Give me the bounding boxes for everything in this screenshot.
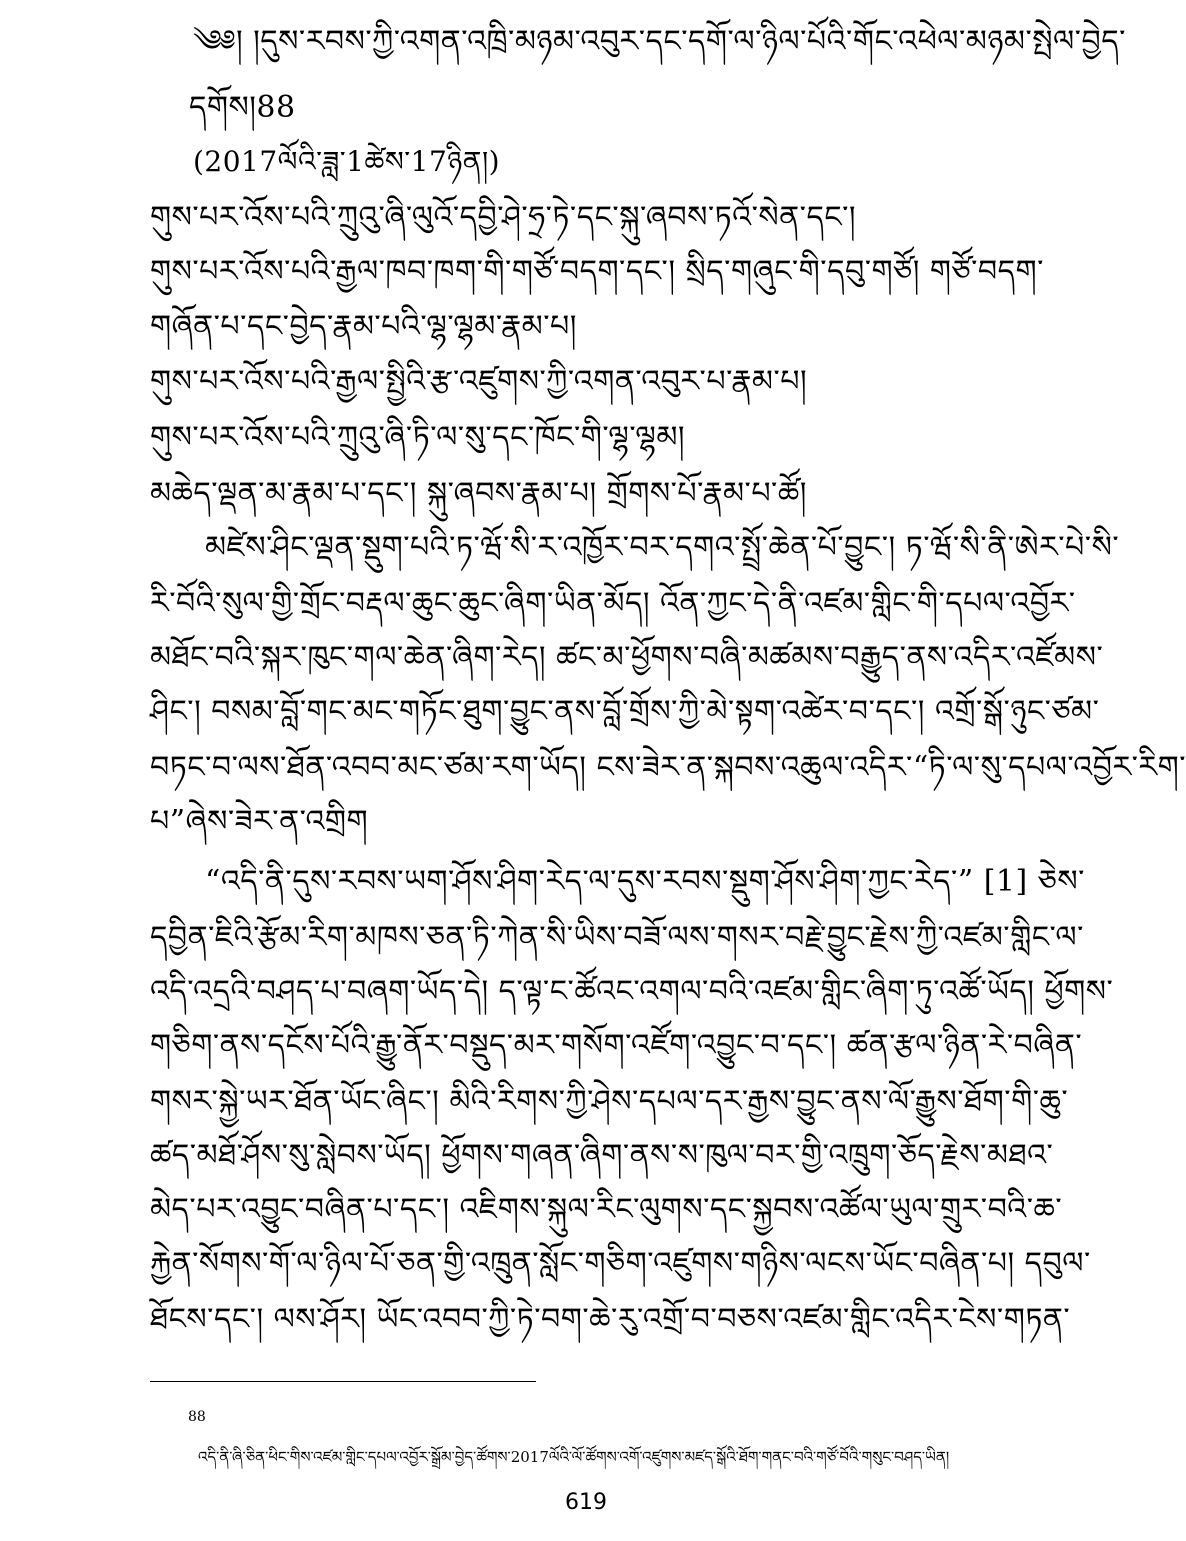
salutation-line: གཞོན་པ་དང་བྱེད་རྣམ་པའི་ལྷ་ལྷམ་རྣམ་པ། bbox=[150, 309, 577, 344]
paragraph-line: དབྱིན་ཇིའི་རྩོམ་རིག་མཁས་ཅན་ཏི་ཀེན་སི་ཡིས་བཟོ་ལས་གསར་བརྗེ་བྱུང་རྗེས་ཀྱི་འཛམ་གླིང་ལ་ bbox=[150, 920, 1084, 955]
page-number: 619 bbox=[565, 1490, 607, 1515]
paragraph-line: གསར་སྐྱེ་ཡར་ཐོན་ཡོང་ཞིང་། མིའི་རིགས་ཀྱི་ཤེས་དཔལ་དར་རྒྱས་བྱུང་ནས་ལོ་རྒྱུས་ཐོག་གི་ཆུ་ bbox=[150, 1084, 1069, 1119]
paragraph-line: རི་བོའི་སུལ་གྱི་གྲོང་བརྡལ་ཆུང་ཆུང་ཞིག་ཡིན་མོད། འོན་ཀྱང་དེ་ནི་འཛམ་གླིང་གི་དཔལ་འབྱོར་ bbox=[150, 586, 1076, 621]
footnote-text: འདི་ནི་ཞི་ཅིན་ཕིང་གིས་འཛམ་གླིང་དཔལ་འབྱོར་སྒྲོམ་བྱེད་ཚོགས་2017ལོའི་ལོ་ཚོགས་འགོ་འཛུགས་མཛད་སྒོའི་ཐོག་གནང་བའི་གཙོ་བོའི་གསུང་བཤད་ཡིན། bbox=[198, 1448, 950, 1466]
paragraph-line: བཏང་བ་ལས་ཐོན་འབབ་མང་ཙམ་རག་ཡོད། ངས་ཟེར་ན་སྐབས་འཆུལ་འདིར་“ཏི་ལ་སུ་དཔལ་འབྱོར་རིག་ bbox=[150, 750, 1186, 785]
paragraph-line: མེད་པར་འབྱུང་བཞིན་པ་དང་། འཇིགས་སྐུལ་རིང་ལུགས་དང་སྐྱབས་འཚོལ་ཡུལ་གྲུར་བའི་ཆ་ bbox=[150, 1192, 1063, 1227]
paragraph-line: པ”ཞེས་ཟེར་ན་འགྲིག bbox=[150, 804, 369, 839]
paragraph-line: མཛེས་ཤིང་ལྡན་སྡུག་པའི་ཏ་ཝོ་སི་ར་འཁྱོར་བར་དགའ་སྤྲོ་ཆེན་པོ་བྱུང་། ཏ་ཝོ་སི་ནི་ཨེར་པེ་སི་ bbox=[205, 530, 1120, 565]
paragraph-line: རྐྱེན་སོགས་གོ་ལ་ཉིལ་པོ་ཅན་གྱི་འཁྲུན་སློང་གཅིག་འཛུགས་གཉིས་ལངས་ཡོང་བཞིན་པ། དབུལ་ bbox=[150, 1246, 1091, 1281]
salutation-line: གུས་པར་འོས་པའི་རྒྱལ་སྤྱིའི་རྩ་འཛུགས་ཀྱི་འགན་འབུར་པ་རྣམ་པ། bbox=[150, 364, 808, 399]
header-line: ༄༅། །དུས་རབས་ཀྱི་འགན་འཁྲི་མཉམ་འབུར་དང་དགོ་ལ་ཉིལ་པོའི་གོང་འཕེལ་མཉམ་སྤེལ་བྱེད་ bbox=[193, 24, 1126, 59]
salutation-line: གུས་པར་འོས་པའི་ཀྲུའུ་ཞི་ལུའོ་དབྱི་ཤེ་ཧྲ་ཏེ་དང་སྐུ་ཞབས་ཏའོ་སེན་དང་། bbox=[150, 200, 857, 235]
paragraph-line: ཤིང་། བསམ་བློ་གང་མང་གཏོང་ཐུག་བྱུང་ནས་བློ་གྲོས་ཀྱི་མེ་སྟག་འཚེར་བ་དང་། འགྲོ་སྒོ་ཉུང་ཙམ་ bbox=[150, 694, 1100, 729]
paragraph-line: མཐོང་བའི་སྐར་ཁུང་གལ་ཆེན་ཞིག་རེད། ཚང་མ་ཕྱོགས་བཞི་མཚམས་བརྒྱུད་ནས་འདིར་འཛོམས་ bbox=[150, 640, 1104, 675]
footnote-divider bbox=[150, 1381, 536, 1382]
paragraph-line: “འདི་ནི་དུས་རབས་ཡག་ཤོས་ཤིག་རེད་ལ་དུས་རབས་སྡུག་ཤོས་ཤིག་ཀྱང་རེད་” [1] ཅེས་ bbox=[205, 864, 1085, 899]
paragraph-line: ཐོངས་དང་། ལས་ཤོར། ཡོང་འབབ་ཀྱི་ཏེ་བག་ཆེ་རུ་འགྲོ་བ་བཅས་འཛམ་གླིང་འདིར་ངེས་གཏན་ bbox=[150, 1302, 1071, 1337]
salutation-line: གུས་པར་འོས་པའི་ཀྲུའུ་ཞི་ཏི་ལ་སུ་དང་ཁོང་གི་ལྷ་ལྷམ། bbox=[150, 420, 686, 455]
date-line: (2017ལོའི་ཟླ་1ཚེས་17ཉིན།) bbox=[193, 145, 501, 178]
paragraph-line: ཚད་མཐོ་ཤོས་སུ་སླེབས་ཡོད། ཕྱོགས་གཞན་ཞིག་ནས་ས་ཁུལ་བར་གྱི་འཁྲུག་ཅོད་རྗེས་མཐའ་ bbox=[150, 1138, 1054, 1173]
chapter-label: དགོས།88 bbox=[189, 90, 296, 125]
salutation-line: གུས་པར་འོས་པའི་རྒྱལ་ཁབ་ཁག་གི་གཙོ་བདག་དང་། སྲིད་གཞུང་གི་དབུ་གཙོ། གཙོ་བདག་ bbox=[150, 254, 1044, 289]
salutation-line: མཆེད་ལྡན་མ་རྣམ་པ་དང་། སྐུ་ཞབས་རྣམ་པ། གྲོགས་པོ་རྣམ་པ་ཚོ། bbox=[150, 476, 807, 511]
footnote-mark: 88 bbox=[188, 1409, 206, 1425]
paragraph-line: འདི་འདྲའི་བཤད་པ་བཞག་ཡོད་དེ། ད་ལྟ་ང་ཚོའང་འགལ་བའི་འཛམ་གླིང་ཞིག་ཏུ་འཚོ་ཡོད། ཕྱོགས་ bbox=[150, 974, 1114, 1009]
paragraph-line: གཅིག་ནས་དངོས་པོའི་རྒྱུ་ནོར་བསྡུད་མར་གསོག་འཛོག་འབྱུང་བ་དང་། ཚན་རྩལ་ཉིན་རེ་བཞིན་ bbox=[150, 1028, 1083, 1063]
